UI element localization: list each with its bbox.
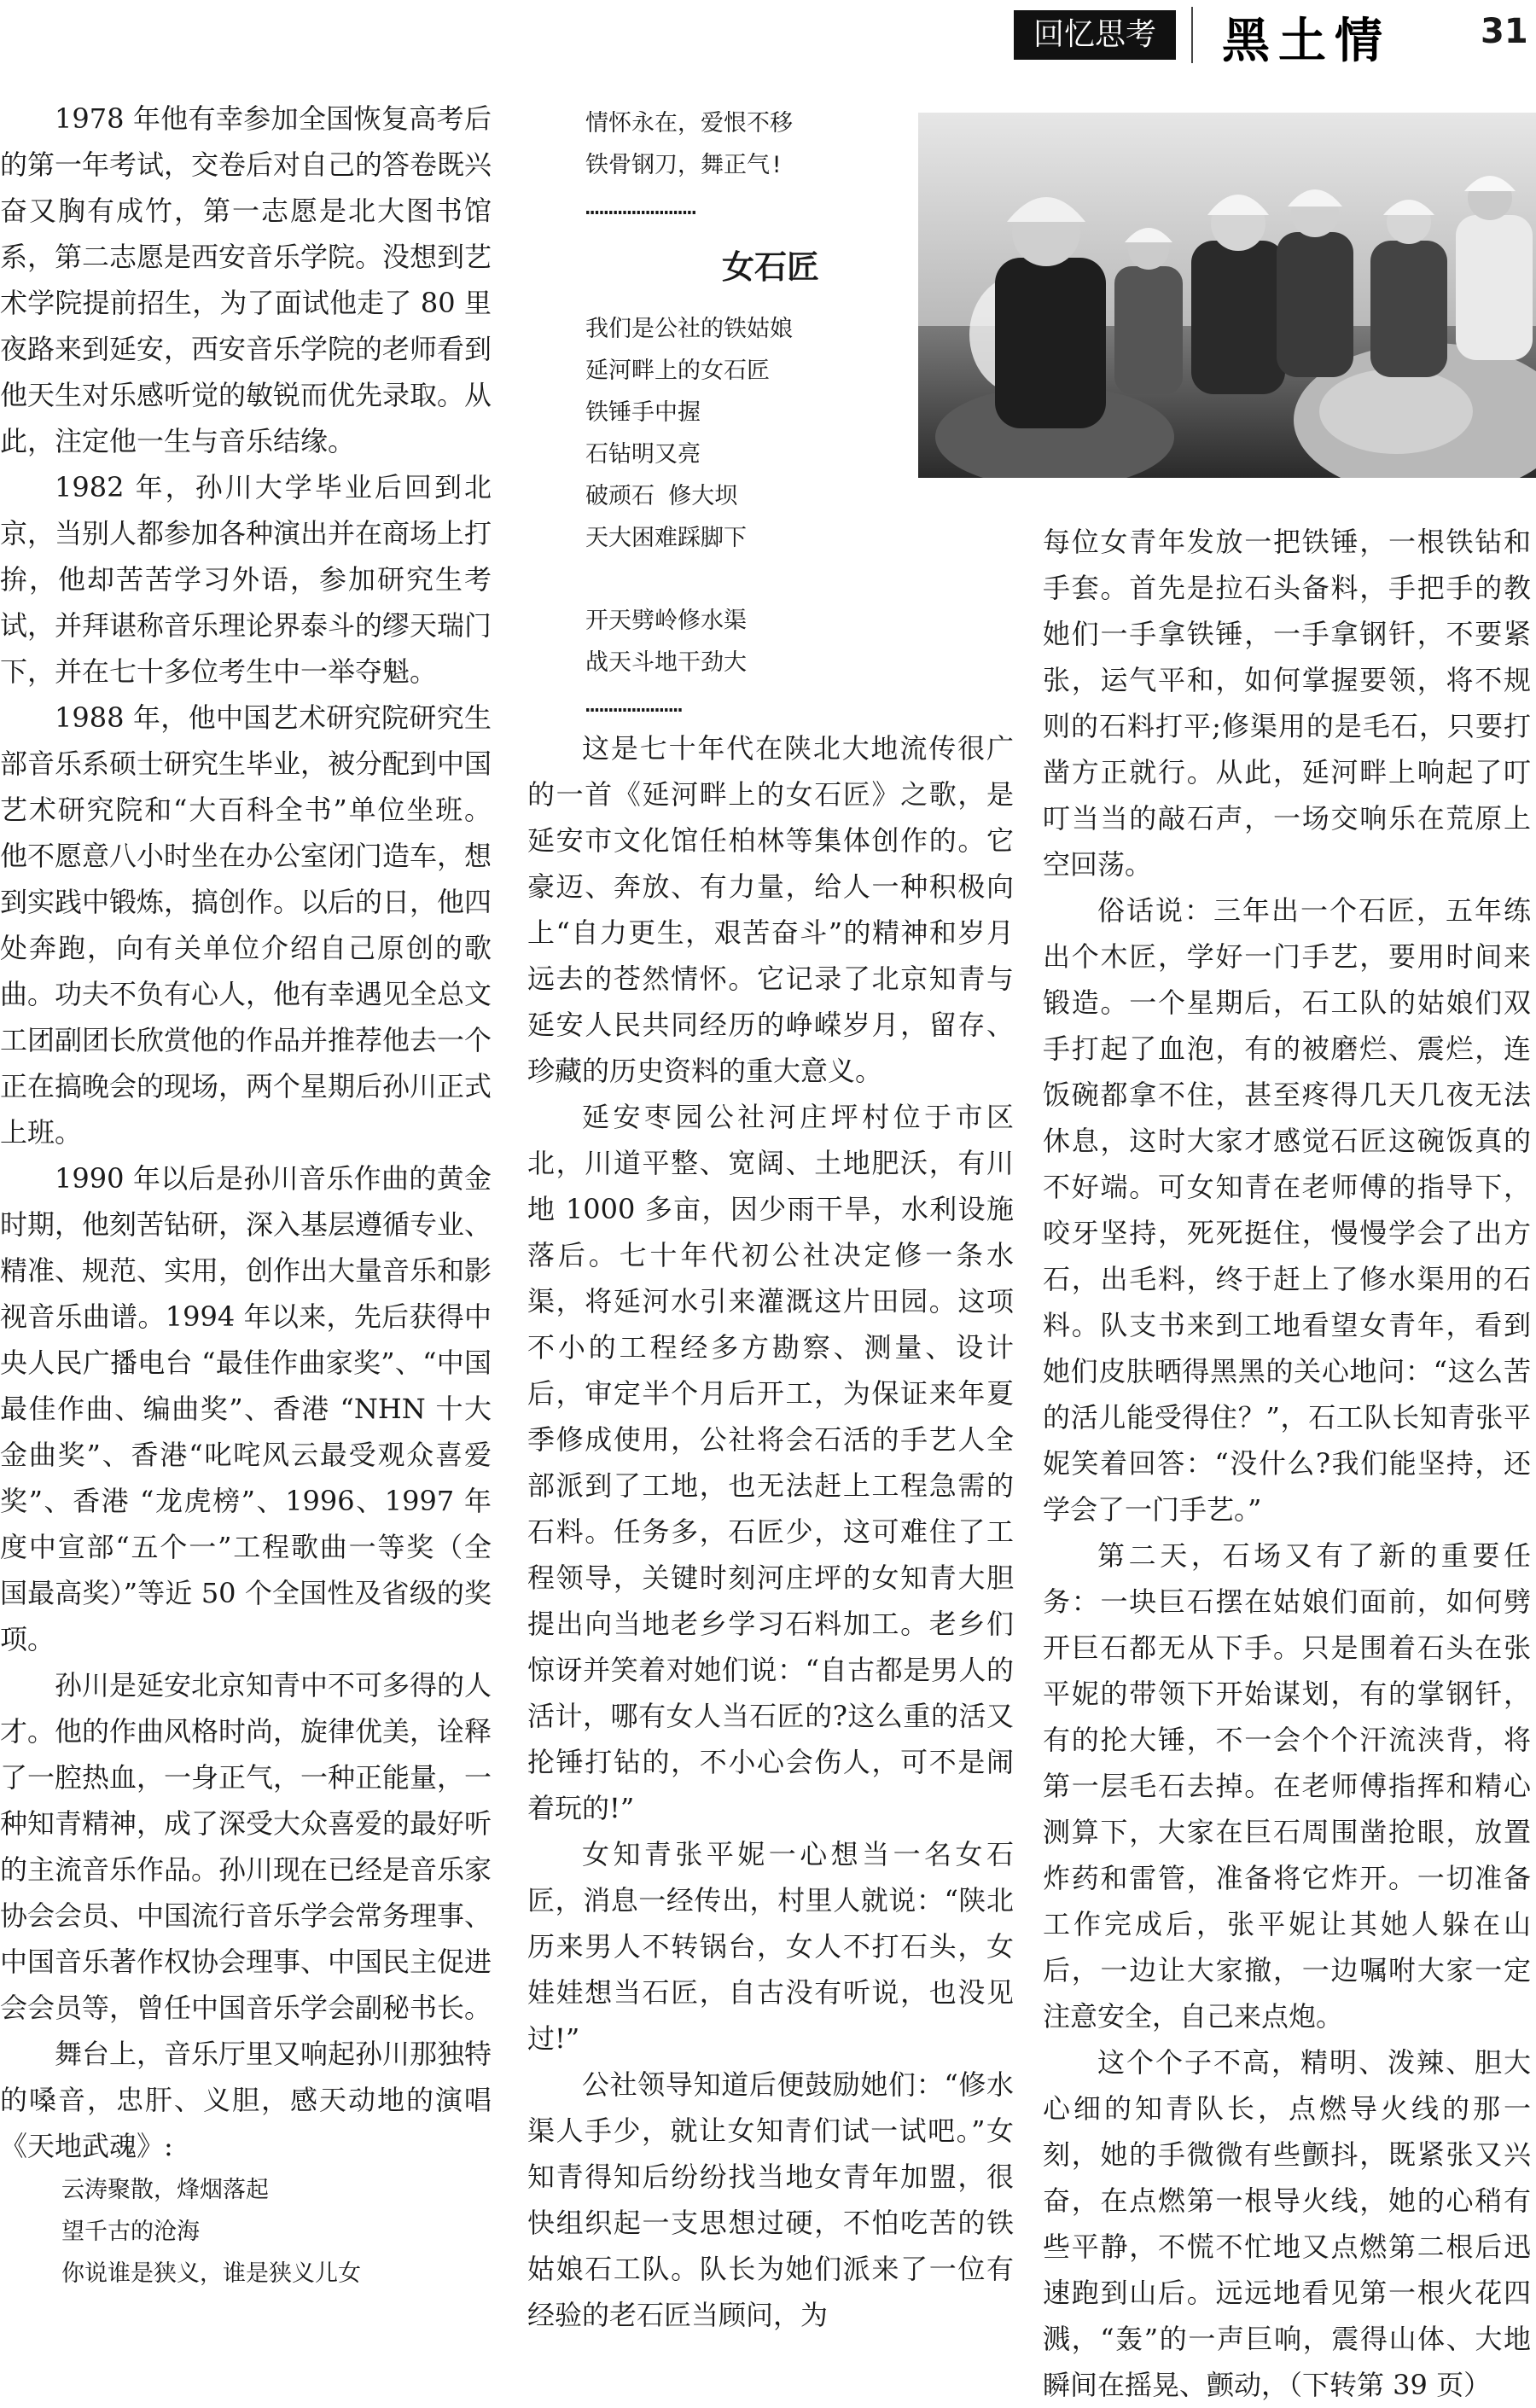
- article-column-1: [0, 96, 492, 2295]
- paragraph: 第二天，石场又有了新的重要任务：一块巨石摆在姑娘们面前，如何劈开巨石都无从下手。只是围着石头在张平妮的带领下开始谋划，有的掌钢钎，有的抡大锤，不一会个个汗流浃背，将第一层毛石去掉。在老师傅指挥和精心测算下，大家在巨石周围凿抢眼，放置炸药和雷管，准备将它炸开。一切准备工作完成后，张平妮让其她人躲在山后，一边让大家撤，一边嘱咐大家一定注意安全，自己来点炮。: [1043, 1539, 1531, 2033]
- photo-women-stonemasons: [918, 113, 1536, 478]
- paragraph: 这是七十年代在陕北大地流传很广的一首《延河畔上的女石匠》之歌，是延安市文化馆任柏林等集体创作的。它豪迈、奔放、有力量，给人一种积极向上“自力更生，艰苦奋斗”的精神和岁月远去的苍然情怀。它记录了北京知青与延安人民共同经历的峥嵘岁月，留存、珍藏的历史资料的重大意义。: [527, 732, 1014, 1087]
- paragraph: 俗话说：三年出一个石匠，五年练出个木匠，学好一门手艺，要用时间来锻造。一个星期后，石工队的姑娘们双手打起了血泡，有的被磨烂、震烂，连饭碗都拿不住，甚至疼得几天几夜无法休息，这时大家才感觉石匠这碗饭真的不好端。可女知青在老师傅的指导下，咬牙坚持，死死挺住，慢慢学会了出方石，出毛料，终于赶上了修水渠用的石料。队支书来到工地看望女青年，看到她们皮肤晒得黑黑的关心地问：“这么苦的活儿能受得住？”，石工队长知青张平妮笑着回答：“没什么?我们能坚持，还学会了一门手艺。”: [1043, 894, 1531, 1526]
- poem-line: 铁锤手中握: [585, 399, 701, 426]
- poem-line: 战天斗地干劲大: [585, 649, 747, 676]
- poem-line: 我们是公社的铁姑娘: [585, 316, 793, 342]
- paragraph: 女知青张平妮一心想当一名女石匠，消息一经传出，村里人就说：“陕北历来男人不转锅台，女人不打石头，女娃娃想当石匠，自古没有听说，也没见过!”: [527, 1838, 1014, 2055]
- poem-line: 天大困难踩脚下: [585, 525, 747, 551]
- paragraph-continued: 每位女青年发放一把铁锤，一根铁钻和手套。首先是拉石头备料，手把手的教她们一手拿铁锤，一手拿钢钎，不要紧张，运气平和，如何掌握要领，将不规则的石料打平;修渠用的是毛石，只要打凿方正就行。从此，延河畔上响起了叮叮当当的敲石声，一场交响乐在荒原上空回荡。: [1043, 526, 1531, 881]
- poem-line: 延河畔上的女石匠: [585, 358, 770, 384]
- lyric-line: 望千古的沧海: [61, 2219, 200, 2245]
- page-header: [0, 0, 1536, 68]
- paragraph: 舞台上，音乐厅里又响起孙川那独特的嗓音，忠肝、义胆，感天动地的演唱《天地武魂》:: [0, 2038, 492, 2162]
- paragraph: 孙川是延安北京知青中不可多得的人才。他的作曲风格时尚，旋律优美，诠释了一腔热血，一身正气，一种正能量，一种知青精神，成了深受大众喜爱的最好听的主流音乐作品。孙川现在已经是音乐家协会会员、中国流行音乐学会常务理事、中国音乐著作权协会理事、中国民主促进会会员等，曾任中国音乐学会副秘书长。: [0, 1669, 492, 2024]
- paragraph: 1982 年，孙川大学毕业后回到北京，当别人都参加各种演出并在商场上打拚，他却苦苦学习外语，参加研究生考试，并拜谌称音乐理论界泰斗的缪天瑞门下，并在七十多位考生中一举夺魁。: [0, 471, 492, 688]
- lyric-line: 情怀永在，爱恨不移: [585, 110, 793, 137]
- paragraph: 公社领导知道后便鼓励她们：“修水渠人手少，就让女知青们试一试吧。”女知青得知后纷纷找当地女青年加盟，很快组织起一支思想过硬，不怕吃苦的铁姑娘石工队。队长为她们派来了一位有经验的老石匠当顾问，为: [527, 2068, 1014, 2331]
- poem-line: 石钻明又亮: [585, 441, 701, 468]
- poem-line: 破顽石 修大坝: [585, 483, 738, 509]
- paragraph: 1990 年以后是孙川音乐作曲的黄金时期，他刻苦钻研，深入基层遵循专业、精准、规范、实用，创作出大量音乐和影视音乐曲谱。1994 年以来，先后获得中央人民广播电台 “最佳作曲家奖”、“中国最佳作曲、编曲奖”、香港 “NHN 十大金曲奖”、香港“叱咤风云最受观众喜爱奖”、香港 “龙虎榜”、1996、1997 年度中宣部“五个一”工程歌曲一等奖（全国最高奖）”等近 50 个全国性及省级的奖项。: [0, 1162, 492, 1655]
- lyric-ellipsis: ……………………: [585, 194, 697, 220]
- magazine-title: 黑土情: [1222, 13, 1391, 69]
- poem-ellipsis: …………………: [585, 691, 683, 718]
- paragraph: 1988 年，他中国艺术研究院研究生部音乐系硕士研究生毕业，被分配到中国艺术研究院和“大百科全书”单位坐班。他不愿意八小时坐在办公室闭门造车，想到实践中锻炼，搞创作。以后的日，他四处奔跑，向有关单位介绍自己原创的歌曲。功夫不负有心人，他有幸遇见全总文工团副团长欣赏他的作品并推荐他去一个正在搞晚会的现场，两个星期后孙川正式上班。: [0, 701, 492, 1149]
- photo-image: [918, 113, 1536, 478]
- lyric-line: 你说谁是狭义，谁是狭义儿女: [61, 2260, 361, 2287]
- paragraph: 这个个子不高，精明、泼辣、胆大心细的知青队长，点燃导火线的那一刻，她的手微微有些颤抖，既紧张又兴奋，在点燃第一根导火线，她的心稍有些平静，不慌不忙地又点燃第二根后迅速跑到山后。远远地看见第一根火花四溅，“轰”的一声巨响，震得山体、大地瞬间在摇晃、颤动，（下转第 39 页）: [1043, 2046, 1531, 2401]
- page-number: 31: [1481, 12, 1528, 51]
- paragraph: 延安枣园公社河庄坪村位于市区北，川道平整、宽阔、土地肥沃，有川地 1000 多亩，因少雨干旱，水利设施落后。七十年代初公社决定修一条水渠，将延河水引来灌溉这片田园。这项不小的工程经多方勘察、测量、设计后，审定半个月后开工，为保证来年夏季修成使用，公社将会石活的手艺人全部派到了工地，也无法赶上工程急需的石料。任务多，石匠少，这可难住了工程领导，关键时刻河庄坪的女知青大胆提出向当地老乡学习石料加工。老乡们惊讶并笑着对她们说：“自古都是男人的活计，哪有女人当石匠的?这么重的活又抡锤打钻的，不小心会伤人，可不是闹着玩的!”: [527, 1101, 1014, 1824]
- poem-line: 开天劈岭修水渠: [585, 608, 747, 634]
- section-label: 回忆思考: [1014, 10, 1176, 60]
- header-divider: [1191, 7, 1193, 63]
- lyric-line: 云涛聚散，烽烟落起: [61, 2177, 269, 2203]
- poem-title: 女石匠: [721, 248, 819, 286]
- paragraph: 1978 年他有幸参加全国恢复高考后的第一年考试，交卷后对自己的答卷既兴奋又胸有成竹，第一志愿是北大图书馆系，第二志愿是西安音乐学院。没想到艺术学院提前招生，为了面试他走了 80 里夜路来到延安，西安音乐学院的老师看到他天生对乐感听觉的敏锐而优先录取。从此，注定他一生与音乐结缘。: [0, 102, 492, 457]
- lyric-line: 铁骨钢刀，舞正气!: [585, 152, 784, 178]
- article-column-3: [1043, 519, 1531, 2408]
- stanza-gap: [527, 559, 1014, 600]
